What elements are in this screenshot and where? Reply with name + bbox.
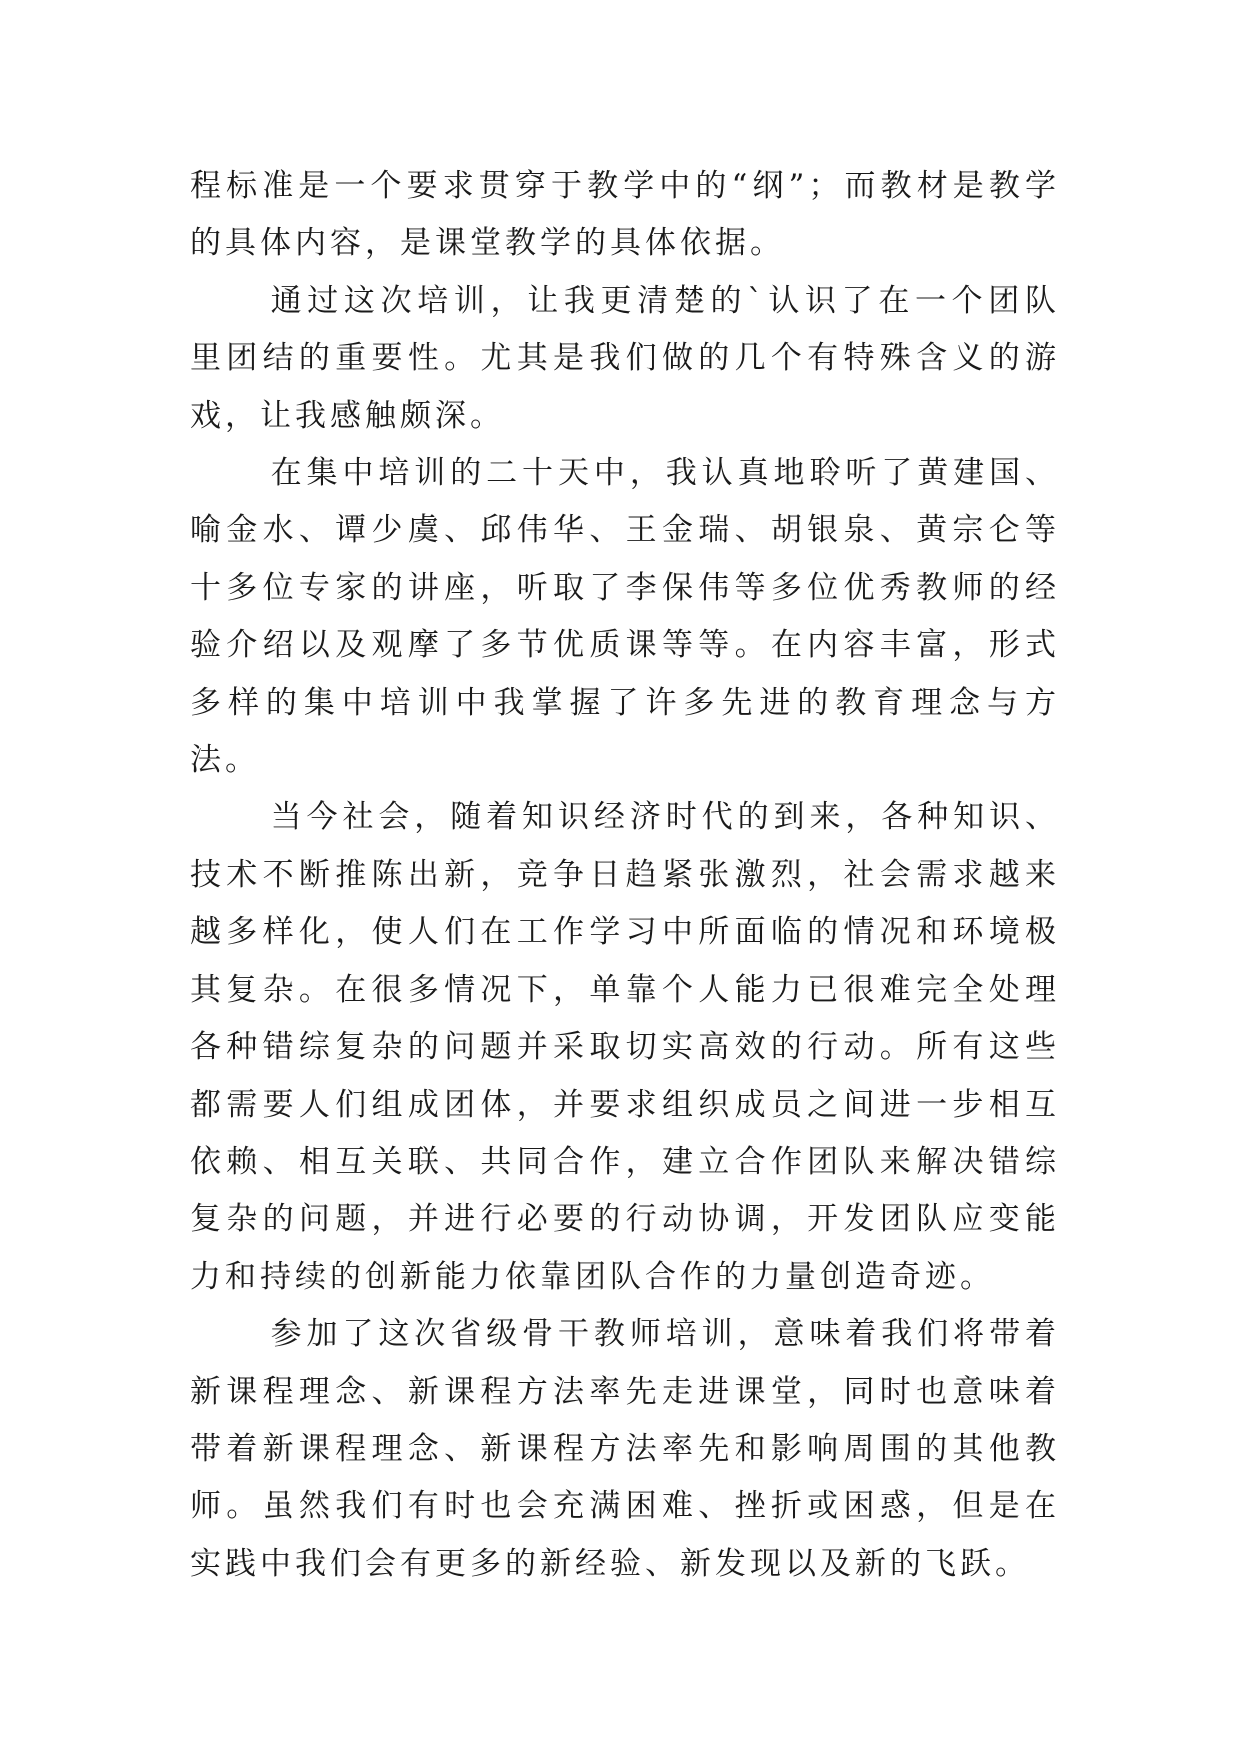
paragraph-5: 参加了这次省级骨干教师培训，意味着我们将带着新课程理念、新课程方法率先走进课堂，同时也意味着带着新课程理念、新课程方法率先和影响周围的其他教师。虽然我们有时也会充满困难、挫折或困惑，但是在实践中我们会有更多的新经验、新发现以及新的飞跃。 <box>190 1316 1060 1582</box>
paragraph-2: 通过这次培训，让我更清楚的`认识了在一个团队里团结的重要性。尤其是我们做的几个有特殊含义的游戏，让我感触颇深。 <box>190 282 1060 434</box>
document-body <box>190 158 1060 1593</box>
paragraph-1: 程标准是一个要求贯穿于教学中的“纲”；而教材是教学的具体内容，是课堂教学的具体依据。 <box>190 168 1060 262</box>
paragraph-4: 当今社会，随着知识经济时代的到来，各种知识、技术不断推陈出新，竞争日趋紧张激烈，社会需求越来越多样化，使人们在工作学习中所面临的情况和环境极其复杂。在很多情况下，单靠个人能力已很难完全处理各种错综复杂的问题并采取切实高效的行动。所有这些都需要人们组成团体，并要求组织成员之间进一步相互依赖、相互关联、共同合作，建立合作团队来解决错综复杂的问题，并进行必要的行动协调，开发团队应变能力和持续的创新能力依靠团队合作的力量创造奇迹。 <box>190 799 1060 1295</box>
paragraph-3: 在集中培训的二十天中，我认真地聆听了黄建国、喻金水、谭少虞、邱伟华、王金瑞、胡银泉、黄宗仑等十多位专家的讲座，听取了李保伟等多位优秀教师的经验介绍以及观摩了多节优质课等等。在内容丰富，形式多样的集中培训中我掌握了许多先进的教育理念与方法。 <box>190 455 1060 779</box>
